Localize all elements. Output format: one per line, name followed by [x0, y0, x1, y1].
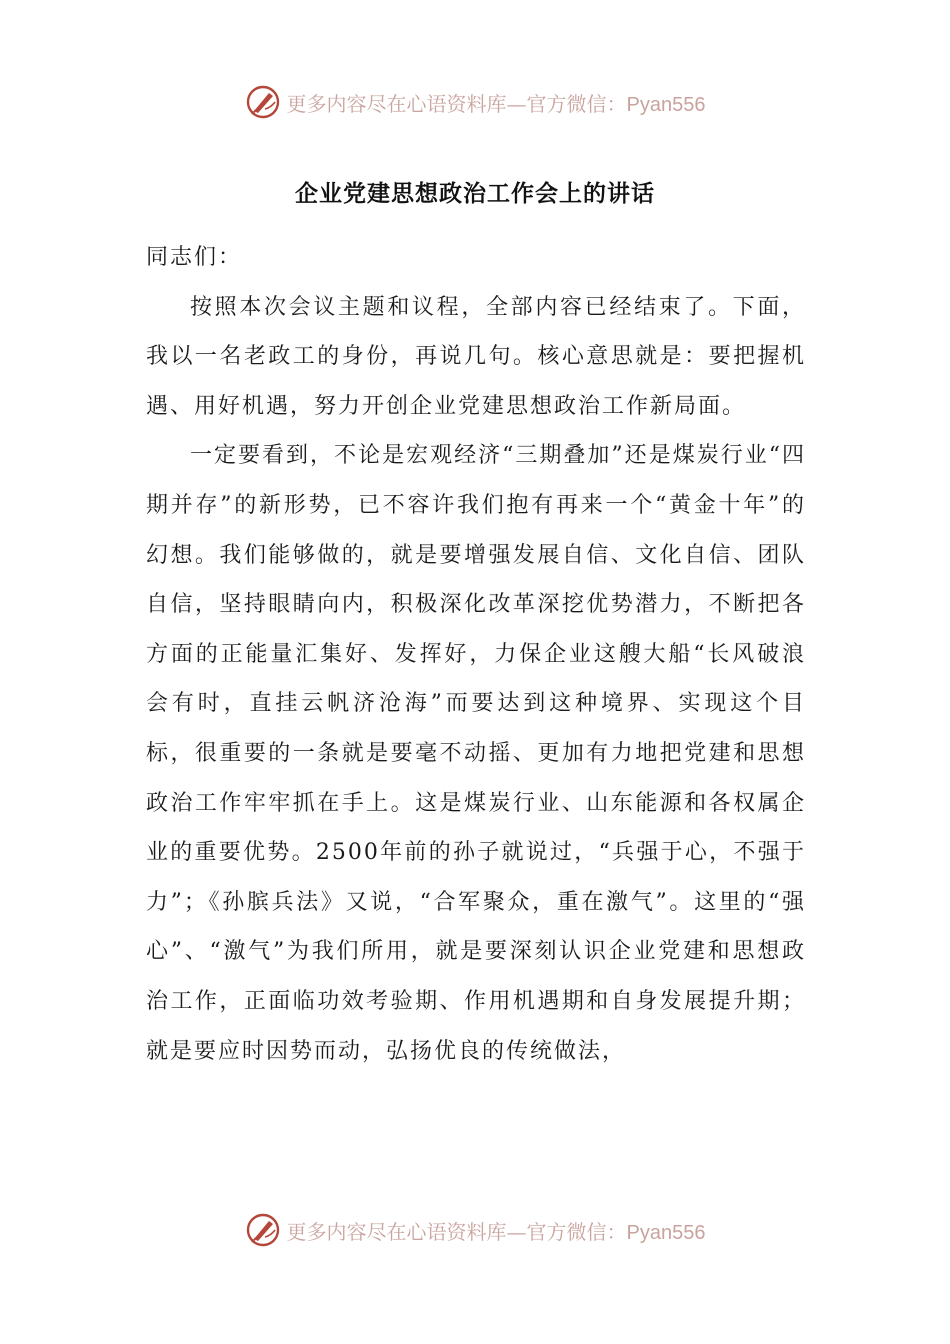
watermark-text: 更多内容尽在心语资料库—官方微信：Pyan556: [286, 1219, 706, 1244]
document-body: [146, 233, 806, 1076]
salutation: 同志们：: [146, 245, 243, 270]
footer-watermark: [0, 1208, 950, 1252]
pen-logo-icon: [245, 1212, 281, 1248]
pen-logo-icon: [245, 84, 281, 120]
header-watermark: [0, 80, 950, 124]
paragraph-1: 按照本次会议主题和议程，全部内容已经结束了。下面，我以一名老政工的身份，再说几句。核心意思就是：要把握机遇、用好机遇，努力开创企业党建思想政治工作新局面。: [146, 294, 806, 419]
document-title: 企业党建思想政治工作会上的讲话: [295, 180, 655, 207]
wechat-id: Pyan556: [626, 93, 706, 116]
wechat-id: Pyan556: [626, 1221, 706, 1244]
watermark-text: 更多内容尽在心语资料库—官方微信：Pyan556: [286, 91, 706, 116]
paragraph-2: 一定要看到，不论是宏观经济“三期叠加”还是煤炭行业“四期并存”的新形势，已不容许我们抱有再来一个“黄金十年”的幻想。我们能够做的，就是要增强发展自信、文化自信、团队自信，坚持眼睛向内，积极深化改革深挖优势潜力，不断把各方面的正能量汇集好、发挥好，力保企业这艘大船“长风破浪会有时，直挂云帆济沧海”而要达到这种境界、实现这个目标，很重要的一条就是要毫不动摇、更加有力地把党建和思想政治工作牢牢抓在手上。这是煤炭行业、山东能源和各权属企业的重要优势。2500年前的孙子就说过，“兵强于心，不强于力”；《孙膑兵法》又说，“合军聚众，重在激气”。这里的“强心”、“激气”为我们所用，就是要深刻认识企业党建和思想政治工作，正面临功效考验期、作用机遇期和自身发展提升期；就是要应时因势而动，弘扬优良的传统做法，: [146, 443, 806, 1064]
